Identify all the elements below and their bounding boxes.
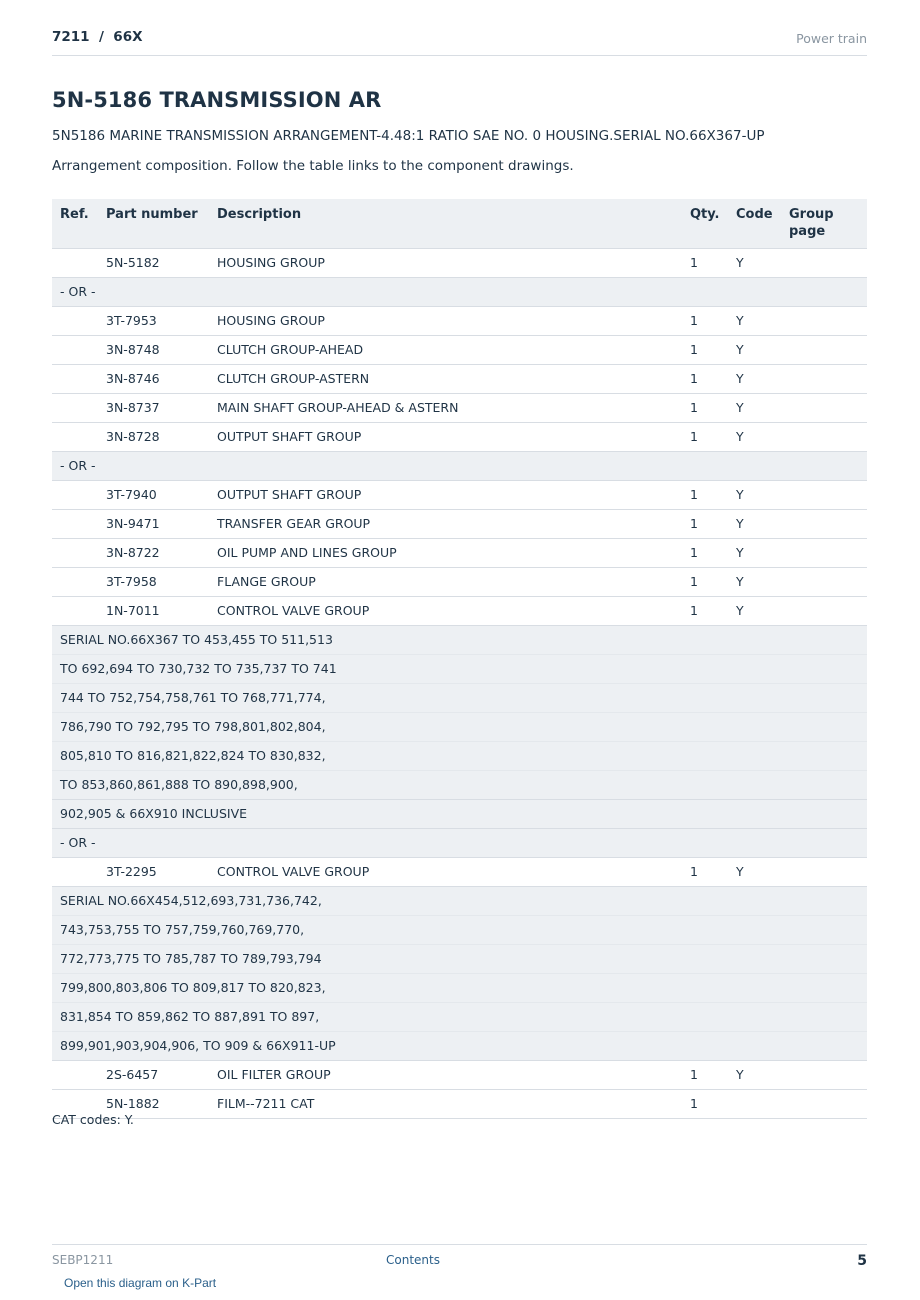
code-cell: Y (728, 336, 781, 365)
code-cell: Y (728, 249, 781, 278)
table-row (52, 481, 867, 510)
ref-cell (52, 481, 98, 510)
code-cell: Y (728, 365, 781, 394)
part-number-cell[interactable]: 5N-1882 (98, 1090, 209, 1119)
note-text: - OR - (52, 278, 867, 307)
description-cell: HOUSING GROUP (209, 307, 682, 336)
page-header (52, 22, 867, 56)
table-note-row (52, 771, 867, 800)
group-page-cell (781, 510, 867, 539)
part-number-cell[interactable]: 3T-7958 (98, 568, 209, 597)
note-text: 743,753,755 TO 757,759,760,769,770, (52, 916, 867, 945)
code-cell: Y (728, 1061, 781, 1090)
note-text: SERIAL NO.66X454,512,693,731,736,742, (52, 887, 867, 916)
description-cell: MAIN SHAFT GROUP-AHEAD & ASTERN (209, 394, 682, 423)
code-cell: Y (728, 510, 781, 539)
group-page-cell (781, 858, 867, 887)
document-code: SEBP1211 (52, 1253, 114, 1267)
note-text: - OR - (52, 452, 867, 481)
group-page-cell (781, 597, 867, 626)
table-note-row (52, 916, 867, 945)
qty-cell: 1 (682, 858, 728, 887)
code-cell: Y (728, 858, 781, 887)
description-cell: OUTPUT SHAFT GROUP (209, 481, 682, 510)
note-text: TO 692,694 TO 730,732 TO 735,737 TO 741 (52, 655, 867, 684)
table-row (52, 568, 867, 597)
ref-cell (52, 510, 98, 539)
intro-text: Arrangement composition. Follow the table links to the component drawings. (52, 158, 574, 174)
qty-cell: 1 (682, 597, 728, 626)
table-row (52, 423, 867, 452)
table-row (52, 1090, 867, 1119)
ref-cell (52, 307, 98, 336)
table-note-row (52, 945, 867, 974)
table-note-row (52, 626, 867, 655)
group-page-cell (781, 394, 867, 423)
note-text: 744 TO 752,754,758,761 TO 768,771,774, (52, 684, 867, 713)
description-cell: OUTPUT SHAFT GROUP (209, 423, 682, 452)
table-note-row (52, 974, 867, 1003)
part-number-cell[interactable]: 5N-5182 (98, 249, 209, 278)
footer-divider (52, 1244, 867, 1245)
table-note-row (52, 452, 867, 481)
contents-link[interactable]: Contents (386, 1253, 440, 1267)
note-text: 772,773,775 TO 785,787 TO 789,793,794 (52, 945, 867, 974)
description-cell: OIL FILTER GROUP (209, 1061, 682, 1090)
description-cell: FLANGE GROUP (209, 568, 682, 597)
qty-cell: 1 (682, 249, 728, 278)
table-note-row (52, 713, 867, 742)
table-note-row (52, 829, 867, 858)
qty-cell: 1 (682, 423, 728, 452)
table-row (52, 249, 867, 278)
ref-cell (52, 597, 98, 626)
note-text: TO 853,860,861,888 TO 890,898,900, (52, 771, 867, 800)
column-header-group-page: Group page (781, 199, 867, 249)
group-page-cell (781, 365, 867, 394)
group-page-cell (781, 423, 867, 452)
note-text: 902,905 & 66X910 INCLUSIVE (52, 800, 867, 829)
code-cell (728, 1090, 781, 1119)
ref-cell (52, 365, 98, 394)
group-page-cell (781, 568, 867, 597)
part-number-cell[interactable]: 1N-7011 (98, 597, 209, 626)
table-row (52, 336, 867, 365)
qty-cell: 1 (682, 336, 728, 365)
note-text: 805,810 TO 816,821,822,824 TO 830,832, (52, 742, 867, 771)
code-cell: Y (728, 597, 781, 626)
description-cell: TRANSFER GEAR GROUP (209, 510, 682, 539)
qty-cell: 1 (682, 365, 728, 394)
qty-cell: 1 (682, 307, 728, 336)
ref-cell (52, 249, 98, 278)
ref-cell (52, 336, 98, 365)
ref-cell (52, 858, 98, 887)
parts-table (52, 199, 867, 1119)
table-note-row (52, 1032, 867, 1061)
note-text: 786,790 TO 792,795 TO 798,801,802,804, (52, 713, 867, 742)
description-cell: CLUTCH GROUP-AHEAD (209, 336, 682, 365)
qty-cell: 1 (682, 1090, 728, 1119)
description-cell: CONTROL VALVE GROUP (209, 858, 682, 887)
note-text: 799,800,803,806 TO 809,817 TO 820,823, (52, 974, 867, 1003)
part-number-cell[interactable]: 3T-7953 (98, 307, 209, 336)
code-cell: Y (728, 568, 781, 597)
table-row (52, 1061, 867, 1090)
part-number-cell[interactable]: 3N-8748 (98, 336, 209, 365)
table-row (52, 307, 867, 336)
table-note-row (52, 278, 867, 307)
table-row (52, 394, 867, 423)
description-cell: FILM--7211 CAT (209, 1090, 682, 1119)
part-number-cell[interactable]: 3N-8737 (98, 394, 209, 423)
group-page-cell (781, 1061, 867, 1090)
note-text: SERIAL NO.66X367 TO 453,455 TO 511,513 (52, 626, 867, 655)
ref-cell (52, 568, 98, 597)
open-kpart-link[interactable]: Open this diagram on K-Part (64, 1276, 217, 1290)
column-header-qty: Qty. (682, 199, 728, 249)
qty-cell: 1 (682, 510, 728, 539)
qty-cell: 1 (682, 481, 728, 510)
ref-cell (52, 394, 98, 423)
column-header-part-number: Part number (98, 199, 209, 249)
cat-codes-note: CAT codes: Y. (52, 1112, 134, 1127)
description-cell: OIL PUMP AND LINES GROUP (209, 539, 682, 568)
description-cell: HOUSING GROUP (209, 249, 682, 278)
arrangement-subtitle: 5N5186 MARINE TRANSMISSION ARRANGEMENT-4.48:1 RATIO SAE NO. 0 HOUSING.SERIAL NO.66X367-UP (52, 128, 765, 144)
page-number: 5 (857, 1253, 867, 1269)
part-number-cell[interactable]: 2S-6457 (98, 1061, 209, 1090)
note-text: 831,854 TO 859,862 TO 887,891 TO 897, (52, 1003, 867, 1032)
column-header-description: Description (209, 199, 682, 249)
group-page-cell (781, 481, 867, 510)
part-number-cell[interactable]: 3N-8746 (98, 365, 209, 394)
note-text: 899,901,903,904,906, TO 909 & 66X911-UP (52, 1032, 867, 1061)
table-note-row (52, 887, 867, 916)
table-note-row (52, 655, 867, 684)
table-row (52, 858, 867, 887)
section-label: Power train (796, 31, 867, 46)
code-cell: Y (728, 539, 781, 568)
ref-cell (52, 539, 98, 568)
table-note-row (52, 684, 867, 713)
part-number-cell[interactable]: 3T-2295 (98, 858, 209, 887)
part-number-cell[interactable]: 3N-9471 (98, 510, 209, 539)
table-note-row (52, 800, 867, 829)
part-number-cell[interactable]: 3N-8728 (98, 423, 209, 452)
group-page-cell (781, 539, 867, 568)
ref-cell (52, 423, 98, 452)
qty-cell: 1 (682, 1061, 728, 1090)
page-title: 5N-5186 TRANSMISSION AR (52, 88, 382, 112)
parts-table-body (52, 249, 867, 1119)
group-page-cell (781, 249, 867, 278)
table-header-row (52, 199, 867, 249)
table-row (52, 365, 867, 394)
qty-cell: 1 (682, 539, 728, 568)
table-row (52, 539, 867, 568)
part-number-cell[interactable]: 3N-8722 (98, 539, 209, 568)
code-cell: Y (728, 394, 781, 423)
breadcrumb: 7211 / 66X (52, 29, 143, 45)
part-number-cell[interactable]: 3T-7940 (98, 481, 209, 510)
column-header-ref: Ref. (52, 199, 98, 249)
group-page-cell (781, 336, 867, 365)
code-cell: Y (728, 307, 781, 336)
group-page-cell (781, 1090, 867, 1119)
code-cell: Y (728, 481, 781, 510)
table-note-row (52, 1003, 867, 1032)
qty-cell: 1 (682, 394, 728, 423)
table-note-row (52, 742, 867, 771)
description-cell: CLUTCH GROUP-ASTERN (209, 365, 682, 394)
ref-cell (52, 1061, 98, 1090)
table-row (52, 510, 867, 539)
code-cell: Y (728, 423, 781, 452)
qty-cell: 1 (682, 568, 728, 597)
group-page-cell (781, 307, 867, 336)
column-header-code: Code (728, 199, 781, 249)
description-cell: CONTROL VALVE GROUP (209, 597, 682, 626)
table-row (52, 597, 867, 626)
note-text: - OR - (52, 829, 867, 858)
